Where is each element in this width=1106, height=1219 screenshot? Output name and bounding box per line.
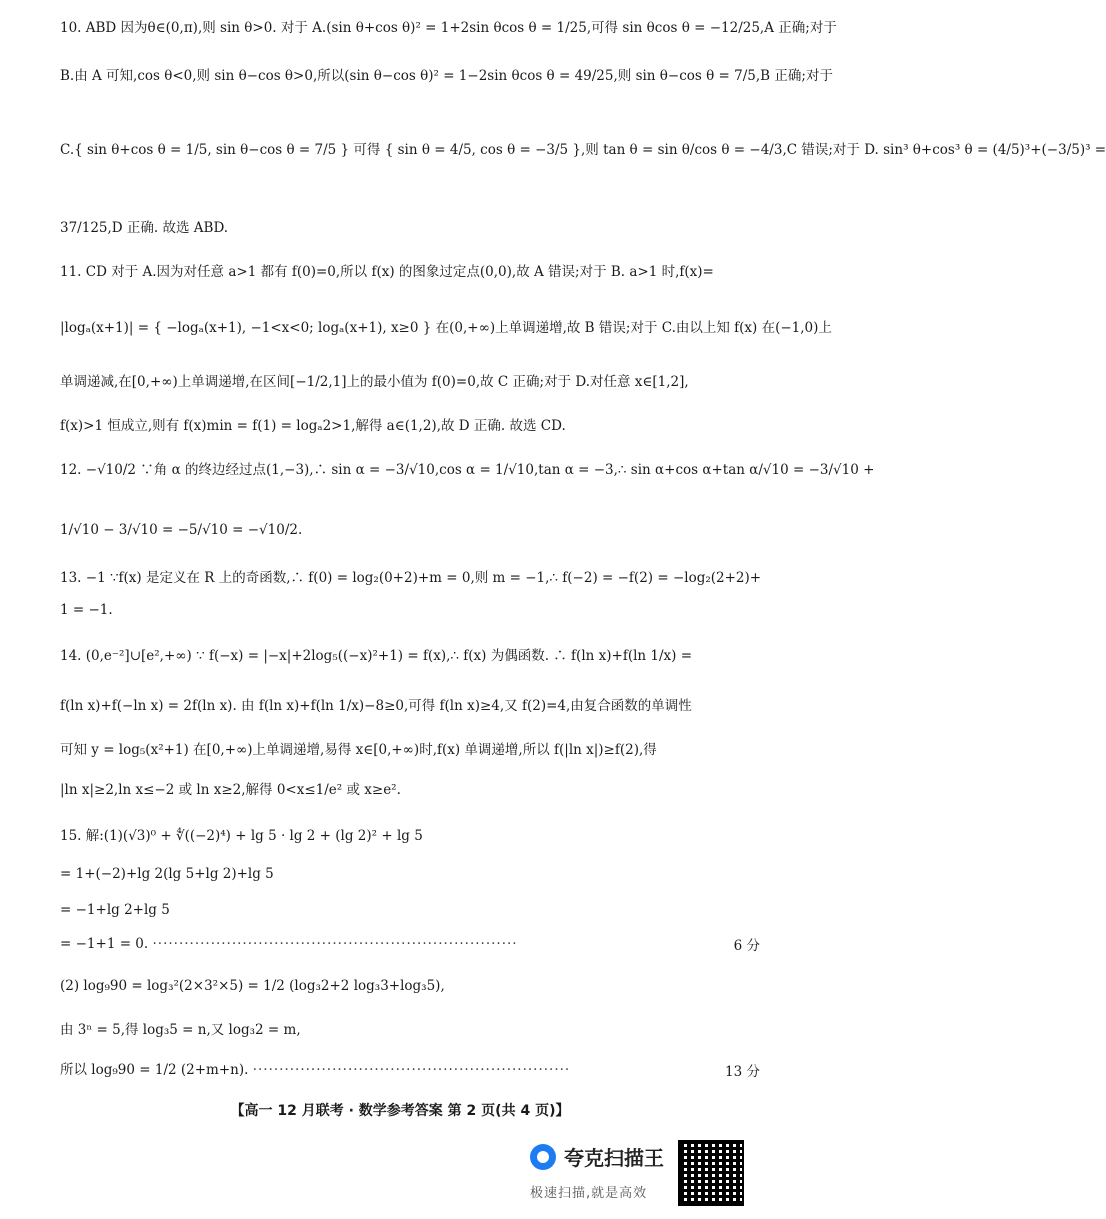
q15-final-text: 所以 log₉90 = 1/2 (2+m+n). bbox=[60, 1062, 253, 1078]
q13-line-2: 1 = −1. bbox=[60, 602, 113, 618]
q15-line-5: (2) log₉90 = log₃²(2×3²×5) = 1/2 (log₃2+2 log₃3+log₃5), bbox=[60, 978, 445, 994]
q10-line-2: B.由 A 可知,cos θ<0,则 sin θ−cos θ>0,所以(sin θ−cos θ)² = 1−2sin θcos θ = 49/25,则 sin θ−cos θ = 7/5,B 正确;对于 bbox=[60, 68, 833, 84]
watermark-title: 夸克扫描王 bbox=[564, 1146, 664, 1170]
q10-line-4: 37/125,D 正确. 故选 ABD. bbox=[60, 220, 229, 236]
q15-line-2: = 1+(−2)+lg 2(lg 5+lg 2)+lg 5 bbox=[60, 866, 274, 882]
q14-line-3: 可知 y = log₅(x²+1) 在[0,+∞)上单调递增,易得 x∈[0,+∞)时,f(x) 单调递增,所以 f(|ln x|)≥f(2),得 bbox=[60, 742, 657, 758]
q13-line-1: 13. −1 ∵f(x) 是定义在 R 上的奇函数,∴ f(0) = log₂(0+2)+m = 0,则 m = −1,∴ f(−2) = −f(2) = −log₂(2+2)+ bbox=[60, 570, 762, 586]
q10-line-3: C.{ sin θ+cos θ = 1/5, sin θ−cos θ = 7/5 } 可得 { sin θ = 4/5, cos θ = −3/5 },则 tan θ = sin θ/cos θ = −4/3,C 错误;对于 D. sin³ θ+cos³ θ = (4/5)³+(−3/5)³ = bbox=[60, 142, 1106, 158]
dotted-leader: ···························································· bbox=[252, 1062, 571, 1078]
q11-line-2: |logₐ(x+1)| = { −logₐ(x+1), −1<x<0; logₐ(x+1), x≥0 } 在(0,+∞)上单调递增,故 B 错误;对于 C.由以上知 f(x) 在(−1,0)上 bbox=[60, 320, 832, 336]
q12-line-2: 1/√10 − 3/√10 = −5/√10 = −√10/2. bbox=[60, 522, 303, 538]
watermark-subtitle: 极速扫描,就是高效 bbox=[530, 1186, 648, 1201]
q15-line-7 bbox=[60, 1060, 760, 1080]
q11-line-1: 11. CD 对于 A.因为对任意 a>1 都有 f(0)=0,所以 f(x) 的图象过定点(0,0),故 A 错误;对于 B. a>1 时,f(x)= bbox=[60, 264, 714, 280]
q11-line-3: 单调递减,在[0,+∞)上单调递增,在区间[−1/2,1]上的最小值为 f(0)=0,故 C 正确;对于 D.对任意 x∈[1,2], bbox=[60, 374, 689, 390]
scanner-watermark bbox=[530, 1140, 790, 1210]
q14-line-2: f(ln x)+f(−ln x) = 2f(ln x). 由 f(ln x)+f(ln 1/x)−8≥0,可得 f(ln x)≥4,又 f(2)=4,由复合函数的单调性 bbox=[60, 698, 692, 714]
dotted-leader: ····································································· bbox=[152, 936, 518, 952]
q14-line-1: 14. (0,e⁻²]∪[e²,+∞) ∵ f(−x) = |−x|+2log₅((−x)²+1) = f(x),∴ f(x) 为偶函数. ∴ f(ln x)+f(ln 1/x) = bbox=[60, 648, 693, 664]
q12-line-1: 12. −√10/2 ∵角 α 的终边经过点(1,−3),∴ sin α = −3/√10,cos α = 1/√10,tan α = −3,∴ sin α+cos α+tan α/√10 = −3/√10 + bbox=[60, 462, 875, 478]
qr-code-icon bbox=[678, 1140, 744, 1206]
score-13: 13 分 bbox=[725, 1064, 760, 1080]
q15-line-6: 由 3ⁿ = 5,得 log₃5 = n,又 log₃2 = m, bbox=[60, 1022, 301, 1038]
q10-line-1: 10. ABD 因为θ∈(0,π),则 sin θ>0. 对于 A.(sin θ+cos θ)² = 1+2sin θcos θ = 1/25,可得 sin θcos θ = −12/25,A 正确;对于 bbox=[60, 20, 837, 36]
q15-line-4 bbox=[60, 934, 760, 954]
q15-line-1: 15. 解:(1)(√3)⁰ + ∜((−2)⁴) + lg 5 · lg 2 + (lg 2)² + lg 5 bbox=[60, 828, 423, 844]
score-6: 6 分 bbox=[733, 938, 760, 954]
q11-line-4: f(x)>1 恒成立,则有 f(x)min = f(1) = logₐ2>1,解得 a∈(1,2),故 D 正确. 故选 CD. bbox=[60, 418, 566, 434]
q15-result-text: = −1+1 = 0. bbox=[60, 936, 153, 952]
q15-line-3: = −1+lg 2+lg 5 bbox=[60, 902, 170, 918]
quark-logo-icon bbox=[530, 1144, 556, 1170]
page-footer: 【高一 12 月联考 · 数学参考答案 第 2 页(共 4 页)】 bbox=[230, 1103, 570, 1119]
q14-line-4: |ln x|≥2,ln x≤−2 或 ln x≥2,解得 0<x≤1/e² 或 x≥e². bbox=[60, 782, 401, 798]
